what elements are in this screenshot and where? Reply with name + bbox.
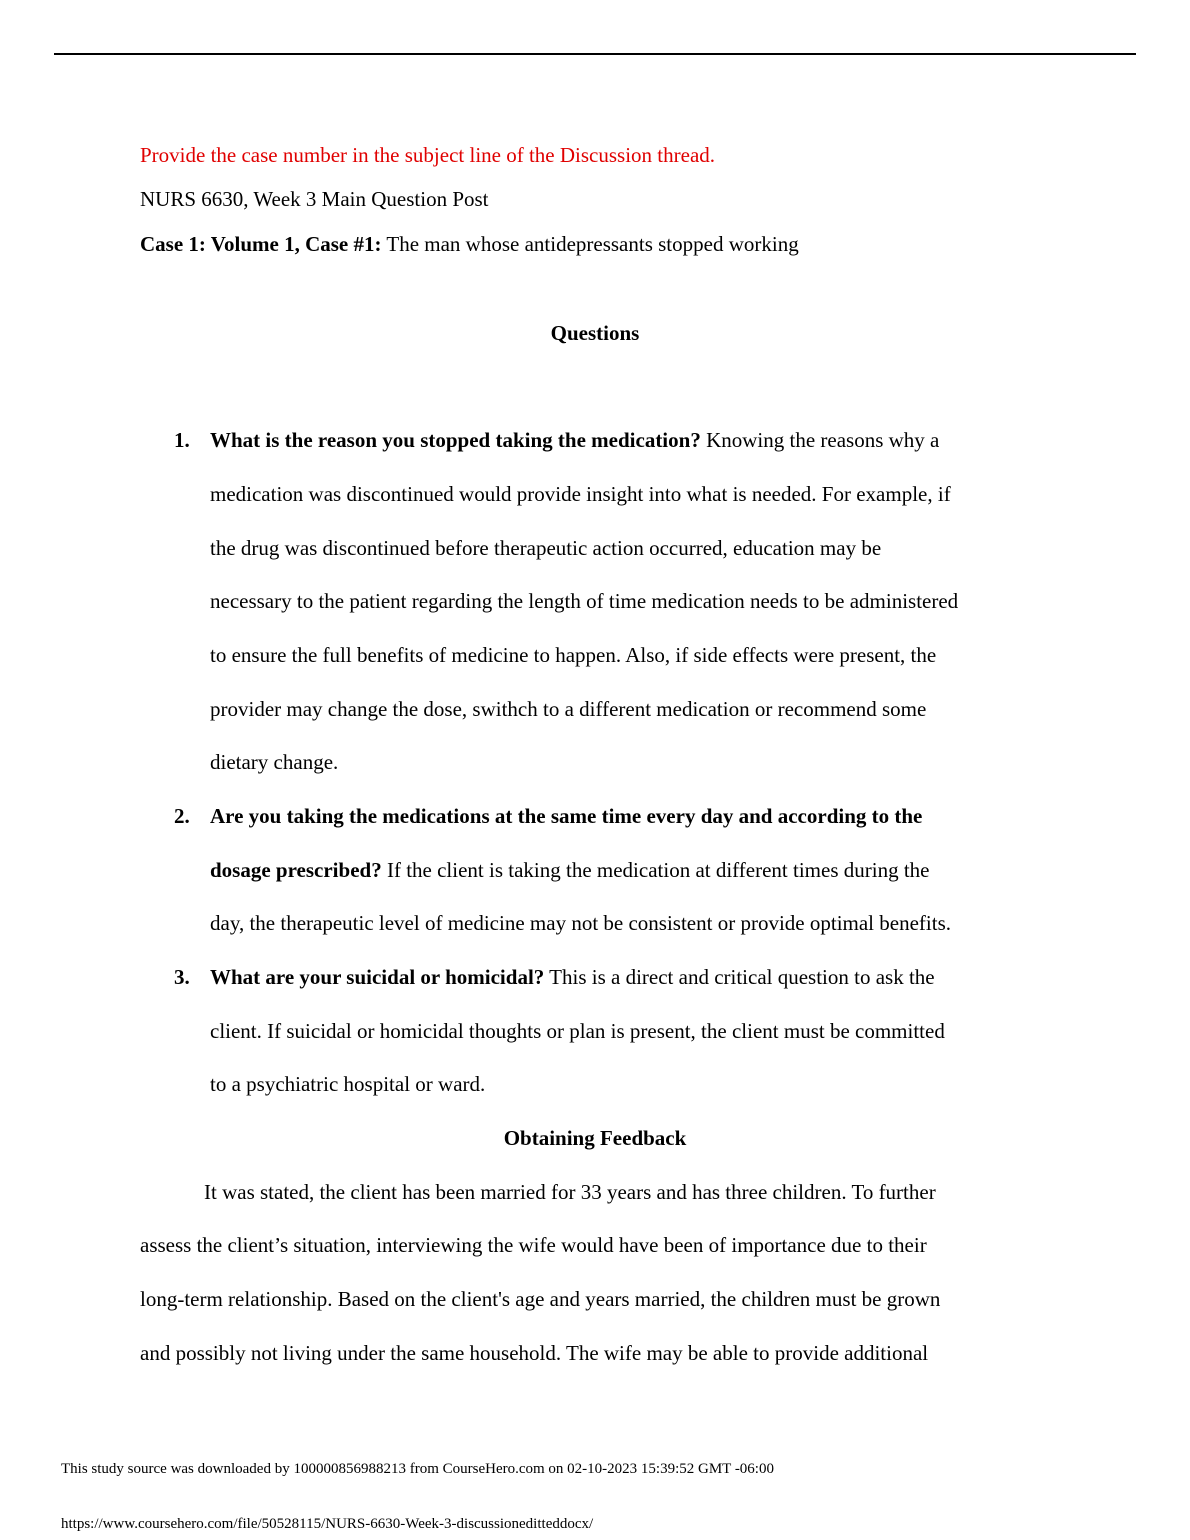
question-2-bold-2: dosage prescribed? <box>210 858 382 882</box>
question-3-line: to a psychiatric hospital or ward. <box>210 1072 486 1096</box>
case-line <box>140 230 799 258</box>
question-1-bold: What is the reason you stopped taking the medication? <box>210 428 701 452</box>
footer-source: This study source was downloaded by 100000856988213 from CourseHero.com on 02-10-2023 15:39:52 GMT -06:00 <box>61 1461 774 1477</box>
question-1-line: What is the reason you stopped taking the medication? Knowing the reasons why a <box>210 428 940 452</box>
questions-heading: Questions <box>550 321 640 345</box>
course-line: NURS 6630, Week 3 Main Question Post <box>140 187 489 211</box>
question-2-line: day, the therapeutic level of medicine may not be consistent or provide optimal benefits. <box>210 911 951 935</box>
instruction-text: Provide the case number in the subject line of the Discussion thread. <box>140 143 716 167</box>
question-1-line: necessary to the patient regarding the length of time medication needs to be administered <box>210 589 959 613</box>
case-title: The man whose antidepressants stopped working <box>381 232 799 256</box>
question-2-bold: Are you taking the medications at the same time every day and according to the <box>210 804 923 828</box>
footer-url[interactable]: https://www.coursehero.com/file/50528115/NURS-6630-Week-3-discussioneditteddocx/ <box>61 1516 594 1532</box>
top-rule <box>54 53 1136 55</box>
question-2-line: dosage prescribed? If the client is taking the medication at different times during the <box>210 858 930 882</box>
question-1-line: the drug was discontinued before therapeutic action occurred, education may be <box>210 536 882 560</box>
feedback-line: long-term relationship. Based on the client's age and years married, the children must be grown <box>140 1287 941 1311</box>
case-label: Case 1: Volume 1, Case #1: <box>140 232 382 256</box>
question-number: 3. <box>174 965 190 989</box>
question-1-line: provider may change the dose, swithch to a different medication or recommend some <box>210 697 927 721</box>
feedback-heading: Obtaining Feedback <box>503 1126 687 1150</box>
question-3-bold: What are your suicidal or homicidal? <box>210 965 545 989</box>
question-1-line: dietary change. <box>210 750 339 774</box>
question-3-line: client. If suicidal or homicidal thoughts or plan is present, the client must be committed <box>210 1019 945 1043</box>
feedback-line: assess the client’s situation, interviewing the wife would have been of importance due to their <box>140 1233 927 1257</box>
question-number: 1. <box>174 428 190 452</box>
question-3-line: What are your suicidal or homicidal? This is a direct and critical question to ask the <box>210 965 935 989</box>
question-number: 2. <box>174 804 190 828</box>
feedback-line: It was stated, the client has been married for 33 years and has three children. To further <box>204 1180 936 1204</box>
question-1-line: to ensure the full benefits of medicine to happen. Also, if side effects were present, the <box>210 643 937 667</box>
question-1-line: medication was discontinued would provide insight into what is needed. For example, if <box>210 482 951 506</box>
feedback-line: and possibly not living under the same household. The wife may be able to provide additional <box>140 1341 929 1365</box>
